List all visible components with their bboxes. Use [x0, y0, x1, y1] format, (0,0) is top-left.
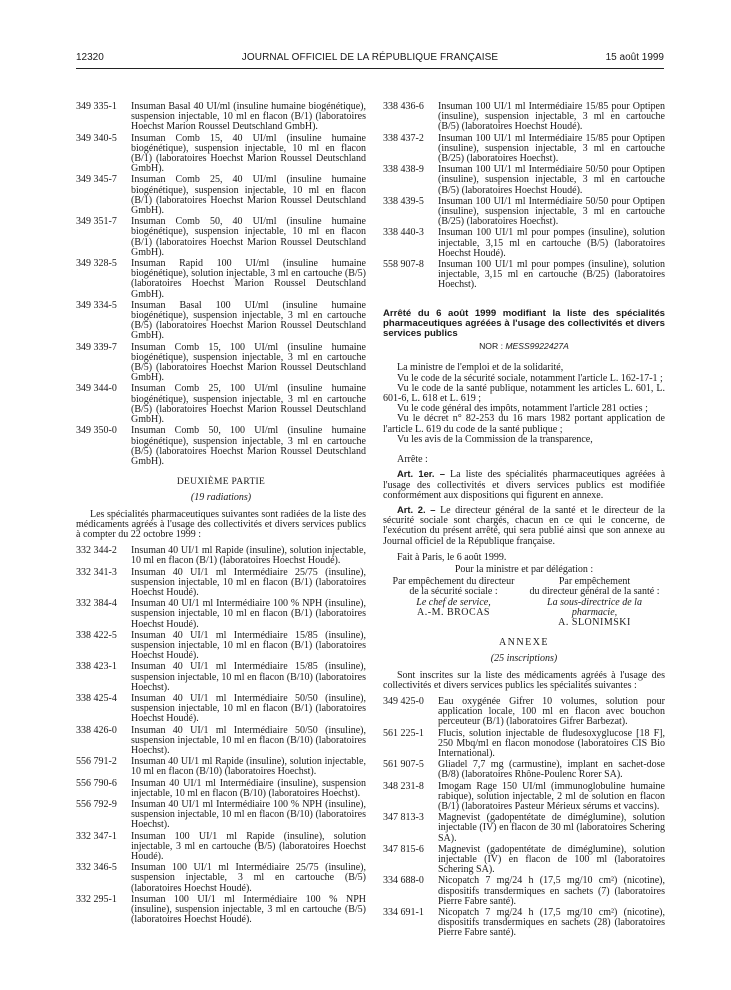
annexe-entries [383, 697, 665, 939]
list-item [76, 662, 366, 693]
list-item [76, 301, 366, 342]
entry-code: 332 295-1 [76, 893, 117, 905]
left-entries-bottom [76, 546, 366, 925]
arrete-title: Arrêté du 6 août 1999 modifiant la liste des spécialités pharmaceutiques agréées à l'usage des collectivités et divers services publics [383, 307, 665, 340]
article-2-text: Le directeur général de la santé et le directeur de la sécurité sociale sont chargés, chacun en ce qui le concerne, de l'exécution du présent arrêté, qui sera publié ainsi que son annexe au Journal officiel de la République française. [383, 504, 666, 547]
article-1 [383, 469, 665, 501]
list-item [383, 102, 665, 133]
delegation-line: Pour la ministre et par délégation : [454, 563, 594, 575]
part-subtitle: (19 radiations) [190, 492, 252, 504]
entry-text: Insuman 100 UI/1 ml Intermédiaire 50/50 pour Optipen (insuline), suspension injectable, 3 ml en cartouche (B/5) (laboratoires Hoechst Houdé). [438, 164, 665, 196]
signature-line: A. SLONIMSKI [558, 616, 631, 628]
entry-text: Insuman 40 UI/1 ml Intermédiaire 50/50 (insuline), suspension injectable, 10 ml en flacon (B/10) (laboratoires Hoechst). [131, 724, 366, 756]
entry-text: Insuman 100 UI/1 ml pour pompes (insuline), solution injectable, 3,15 ml en cartouche (B/25) (laboratoires Hoechst). [438, 259, 665, 291]
entry-code: 349 345-7 [76, 174, 117, 186]
preamble-line: Vu le code général des impôts, notamment l'article 281 octies ; [397, 403, 648, 415]
list-item [383, 260, 665, 291]
entry-text: Insuman 100 UI/1 ml Intermédiaire 15/85 pour Optipen (insuline), suspension injectable, 3 ml en cartouche (B/5) (laboratoires Hoechst Houdé). [438, 101, 665, 133]
entry-text: Flucis, solution injectable de fludesoxyglucose [18 F], 250 Mbq/ml en flacon monodose (laboratoires CIS Bio International). [438, 727, 665, 759]
entry-code: 332 341-3 [76, 566, 117, 578]
entry-code: 556 792-9 [76, 799, 117, 810]
entry-code: 338 436-6 [383, 101, 424, 112]
list-item [76, 259, 366, 300]
signature-right [524, 577, 665, 628]
signature-line: Par empêchement du directeur [392, 576, 515, 588]
entry-text: Imogam Rage 150 UI/ml (immunoglobuline humaine rabique), solution injectable, 2 ml de solution en flacon (B/1) (laboratoires Pasteur Mérieux sérums et vaccins). [438, 780, 665, 812]
entry-text: Insuman Comb 15, 100 UI/ml (insuline humaine biogénétique), suspension injectable, 3 ml en cartouche (B/5) (laboratoires Hoechst Marion Roussel Deutschland GmbH). [131, 341, 366, 384]
entry-text: Insuman 100 UI/1 ml Intermédiaire 100 % NPH (insuline), suspension injectable, 3 ml en cartouche (B/5) (laboratoires Hoechst Houdé). [131, 893, 366, 926]
entry-code: 347 815-6 [383, 843, 424, 855]
list-item [76, 217, 366, 258]
list-item [76, 426, 366, 467]
signature-left [383, 577, 524, 628]
list-item [76, 599, 366, 630]
entry-code: 349 351-7 [76, 216, 117, 228]
entry-code: 338 425-4 [76, 692, 117, 704]
list-item [76, 134, 366, 175]
signatures [383, 577, 665, 628]
nor-code: MESS9922427A [505, 341, 569, 352]
list-item [383, 908, 665, 939]
header-rule [76, 68, 664, 69]
entry-code: 332 384-4 [76, 598, 117, 610]
entry-code: 338 438-9 [383, 164, 424, 176]
entry-text: Insuman Comb 50, 40 UI/ml (insuline humaine biogénétique), suspension injectable, 10 ml en flacon (B/1) (laboratoires Hoechst Marion Roussel Deutschland GmbH). [131, 216, 366, 258]
entry-code: 332 346-5 [76, 862, 117, 874]
radiation-intro: Les spécialités pharmaceutiques suivantes sont radiées de la liste des médicaments agréés à l'usage des collectivités et divers services publics à compter du 22 octobre 1999 : [76, 508, 366, 540]
page-number: 12320 [76, 52, 104, 63]
annexe-title: ANNEXE [498, 637, 550, 649]
signature-line: Par empêchement [558, 576, 631, 588]
article-1-label: Art. 1er. – [397, 468, 445, 480]
list-item [76, 726, 366, 757]
preamble-minister: La ministre de l'emploi et de la solidarité, [397, 362, 564, 374]
part-title: DEUXIÈME PARTIE [176, 477, 266, 488]
entry-code: 349 328-5 [76, 258, 117, 270]
entry-text: Insuman 40 UI/1 ml Intermédiaire 15/85 (insuline), suspension injectable, 10 ml en flacon (B/1) (laboratoires Hoechst Houdé). [131, 629, 366, 662]
entry-text: Eau oxygénée Gifrer 10 volumes, solution pour application locale, 100 ml en flacon avec bouchon perceuteur (B/1) (laboratoires Gifrer Barbezat). [438, 695, 665, 728]
preamble-line: Vu le décret n° 82-253 du 16 mars 1982 portant application de l'article L. 619 du code de la santé publique ; [383, 413, 665, 435]
article-1-text: La liste des spécialités pharmaceutiques agréées à l'usage des collectivités et divers services publics est modifiée conformément aux dispositions qui figurent en annexe. [383, 469, 666, 501]
entry-code: 349 334-5 [76, 299, 117, 311]
entry-code: 349 340-5 [76, 132, 117, 144]
entry-text: Insuman 40 UI/1 ml Intermédiaire 100 % NPH (insuline), suspension injectable, 10 ml en flacon (B/1) (laboratoires Hoechst Houdé). [131, 598, 366, 630]
list-item [383, 813, 665, 844]
article-2-label: Art. 2. – [397, 503, 436, 515]
entry-code: 338 426-0 [76, 724, 117, 736]
entry-text: Insuman Basal 100 UI/ml (insuline humaine biogénétique), suspension injectable, 3 ml en cartouche (B/5) (laboratoires Hoechst Marion Roussel Deutschland GmbH). [131, 299, 366, 342]
list-item [76, 694, 366, 725]
list-item [76, 779, 366, 799]
issue-date: 15 août 1999 [605, 52, 664, 63]
entry-text: Gliadel 7,7 mg (carmustine), implant en sachet-dose (B/8) (laboratoires Rhône-Poulenc Rorer SA). [438, 759, 665, 781]
entry-code: 338 422-5 [76, 629, 117, 641]
list-item [76, 546, 366, 566]
list-item [76, 863, 366, 894]
entry-code: 338 437-2 [383, 132, 424, 144]
entry-text: Insuman Basal 40 UI/ml (insuline humaine biogénétique), suspension injectable, 10 ml en flacon (B/1) (laboratoires Hoechst Marion Roussel Deutschland GmbH). [131, 101, 366, 133]
entry-code: 332 344-2 [76, 545, 117, 557]
entry-code: 334 691-1 [383, 907, 424, 919]
list-item [383, 165, 665, 196]
right-column [383, 102, 665, 940]
nor-label: NOR : [479, 341, 503, 352]
entry-code: 349 350-0 [76, 425, 117, 437]
entry-code: 338 439-5 [383, 195, 424, 207]
signature-line: A.-M. BROCAS [417, 606, 490, 618]
list-item [76, 631, 366, 662]
list-item [76, 832, 366, 863]
list-item [76, 175, 366, 216]
entry-code: 349 344-0 [76, 383, 117, 395]
list-item [383, 782, 665, 813]
preamble-list [383, 374, 665, 445]
entry-text: Insuman 40 UI/1 ml Intermédiaire 25/75 (insuline), suspension injectable, 10 ml en flacon (B/1) (laboratoires Hoechst Houdé). [131, 566, 366, 598]
left-column [76, 102, 366, 926]
signature-line: de la sécurité sociale : [409, 586, 498, 598]
preamble-line: Vu les avis de la Commission de la transparence, [397, 433, 593, 445]
list-item [76, 757, 366, 777]
entry-code: 348 231-8 [383, 780, 424, 792]
entry-text: Insuman 40 UI/1 ml Rapide (insuline), solution injectable, 10 ml en flacon (B/1) (laboratoires Hoechst Houdé). [131, 545, 366, 567]
signature-line: Le chef de service, [416, 596, 491, 608]
annexe-subtitle: (25 inscriptions) [490, 653, 558, 665]
annexe-intro: Sont inscrites sur la liste des médicaments agréés à l'usage des collectivités et divers services publics les spécialités suivantes : [383, 669, 665, 691]
article-2 [383, 505, 665, 547]
left-entries-top [76, 102, 366, 467]
entry-text: Insuman Rapid 100 UI/ml (insuline humaine biogénétique), solution injectable, 3 ml en cartouche (B/5) (laboratoires Hoechst Marion Roussel Deutschland GmbH). [131, 258, 366, 300]
fait-a-paris: Fait à Paris, le 6 août 1999. [397, 551, 507, 563]
list-item [383, 228, 665, 259]
entry-code: 349 339-7 [76, 341, 117, 353]
signature-line: La sous-directrice de la pharmacie, [547, 596, 642, 618]
entry-code: 338 423-1 [76, 661, 117, 673]
entry-text: Insuman Comb 25, 100 UI/ml (insuline humaine biogénétique), suspension injectable, 3 ml en cartouche (B/5) (laboratoires Hoechst Marion Roussel Deutschland GmbH). [131, 383, 366, 426]
entry-text: Insuman 100 UI/1 ml pour pompes (insuline), solution injectable, 3,15 ml en cartouche (B/5) (laboratoires Hoechst Houdé). [438, 227, 665, 259]
entry-text: Insuman 40 UI/1 ml Rapide (insuline), solution injectable, 10 ml en flacon (B/10) (laboratoires Hoechst). [131, 756, 366, 778]
list-item [76, 384, 366, 425]
journal-title: JOURNAL OFFICIEL DE LA RÉPUBLIQUE FRANÇAISE [241, 52, 499, 63]
entry-text: Magnevist (gadopentétate de diméglumine), solution injectable (IV) en flacon de 30 ml (laboratoires Schering SA). [438, 812, 665, 844]
entry-code: 334 688-0 [383, 875, 424, 887]
list-item [383, 876, 665, 907]
entry-text: Insuman Comb 50, 100 UI/ml (insuline humaine biogénétique), suspension injectable, 3 ml en cartouche (B/5) (laboratoires Hoechst Marion Roussel Deutschland GmbH). [131, 425, 366, 467]
right-entries-top [383, 102, 665, 291]
signature-line: du directeur général de la santé : [529, 586, 660, 598]
entry-code: 561 907-5 [383, 759, 424, 771]
arrete-word: Arrête : [397, 454, 428, 466]
preamble-line: Vu le code de la sécurité sociale, notamment l'article L. 162-17-1 ; [397, 372, 663, 384]
page-header [76, 46, 664, 66]
list-item [76, 343, 366, 384]
entry-text: Insuman 100 UI/1 ml Rapide (insuline), solution injectable, 3 ml en cartouche (B/5) (laboratoires Hoechst Houdé). [131, 830, 366, 863]
entry-text: Insuman Comb 25, 40 UI/ml (insuline humaine biogénétique), suspension injectable, 10 ml en flacon (B/1) (laboratoires Hoechst Marion Roussel Deutschland GmbH). [131, 174, 366, 217]
nor-reference [383, 341, 665, 351]
entry-code: 349 335-1 [76, 101, 117, 112]
entry-code: 561 225-1 [383, 727, 424, 739]
list-item [76, 568, 366, 599]
entry-text: Insuman 100 UI/1 ml Intermédiaire 15/85 pour Optipen (insuline), suspension injectable, 3 ml en cartouche (B/25) (laboratoires Hoechst). [438, 132, 665, 165]
preamble-line: Vu le code de la santé publique, notamment les articles L. 601, L. 601-6, L. 618 et L. 619 ; [383, 382, 665, 405]
entry-code: 347 813-3 [383, 812, 424, 824]
entry-text: Insuman 100 UI/1 ml Intermédiaire 25/75 (insuline), suspension injectable, 3 ml en cartouche (B/5) (laboratoires Hoechst Houdé). [131, 862, 366, 894]
entry-text: Insuman 40 UI/1 ml Intermédiaire (insuline), suspension injectable, 10 ml en flacon (B/10) (laboratoires Hoechst). [131, 777, 366, 799]
list-item [383, 729, 665, 760]
entry-code: 556 791-2 [76, 756, 117, 768]
entry-text: Insuman 40 UI/1 ml Intermédiaire 15/85 (insuline), suspension injectable, 10 ml en flacon (B/10) (laboratoires Hoechst). [131, 661, 366, 693]
list-item [76, 102, 366, 133]
list-item [383, 845, 665, 876]
entry-text: Insuman 100 UI/1 ml Intermédiaire 50/50 pour Optipen (insuline), suspension injectable, 3 ml en cartouche (B/25) (laboratoires Hoechst). [438, 195, 665, 228]
entry-text: Nicopatch 7 mg/24 h (17,5 mg/10 cm²) (nicotine), dispositifs transdermiques en sachets (7) (laboratoires Pierre Fabre santé). [438, 875, 665, 907]
list-item [76, 800, 366, 831]
entry-text: Magnevist (gadopentétate de diméglumine), solution injectable (IV) en flacon de 100 ml (laboratoires Schering SA). [438, 843, 665, 876]
list-item [383, 760, 665, 780]
entry-text: Nicopatch 7 mg/24 h (17,5 mg/10 cm²) (nicotine), dispositifs transdermiques en sachets (28) (laboratoires Pierre Fabre santé). [438, 907, 665, 939]
list-item [76, 895, 366, 926]
entry-code: 332 347-1 [76, 830, 117, 842]
entry-text: Insuman Comb 15, 40 UI/ml (insuline humaine biogénétique), suspension injectable, 10 ml en flacon (B/1) (laboratoires Hoechst Marion Roussel Deutschland GmbH). [131, 132, 366, 175]
entry-text: Insuman 40 UI/1 ml Intermédiaire 100 % NPH (insuline), suspension injectable, 10 ml en flacon (B/10) (laboratoires Hoechst). [131, 799, 366, 831]
entry-text: Insuman 40 UI/1 ml Intermédiaire 50/50 (insuline), suspension injectable, 10 ml en flacon (B/1) (laboratoires Hoechst Houdé). [131, 692, 366, 725]
entry-code: 338 440-3 [383, 227, 424, 239]
entry-code: 349 425-0 [383, 695, 424, 707]
list-item [383, 134, 665, 165]
list-item [383, 697, 665, 728]
entry-code: 558 907-8 [383, 259, 424, 271]
entry-code: 556 790-6 [76, 777, 117, 789]
list-item [383, 197, 665, 228]
